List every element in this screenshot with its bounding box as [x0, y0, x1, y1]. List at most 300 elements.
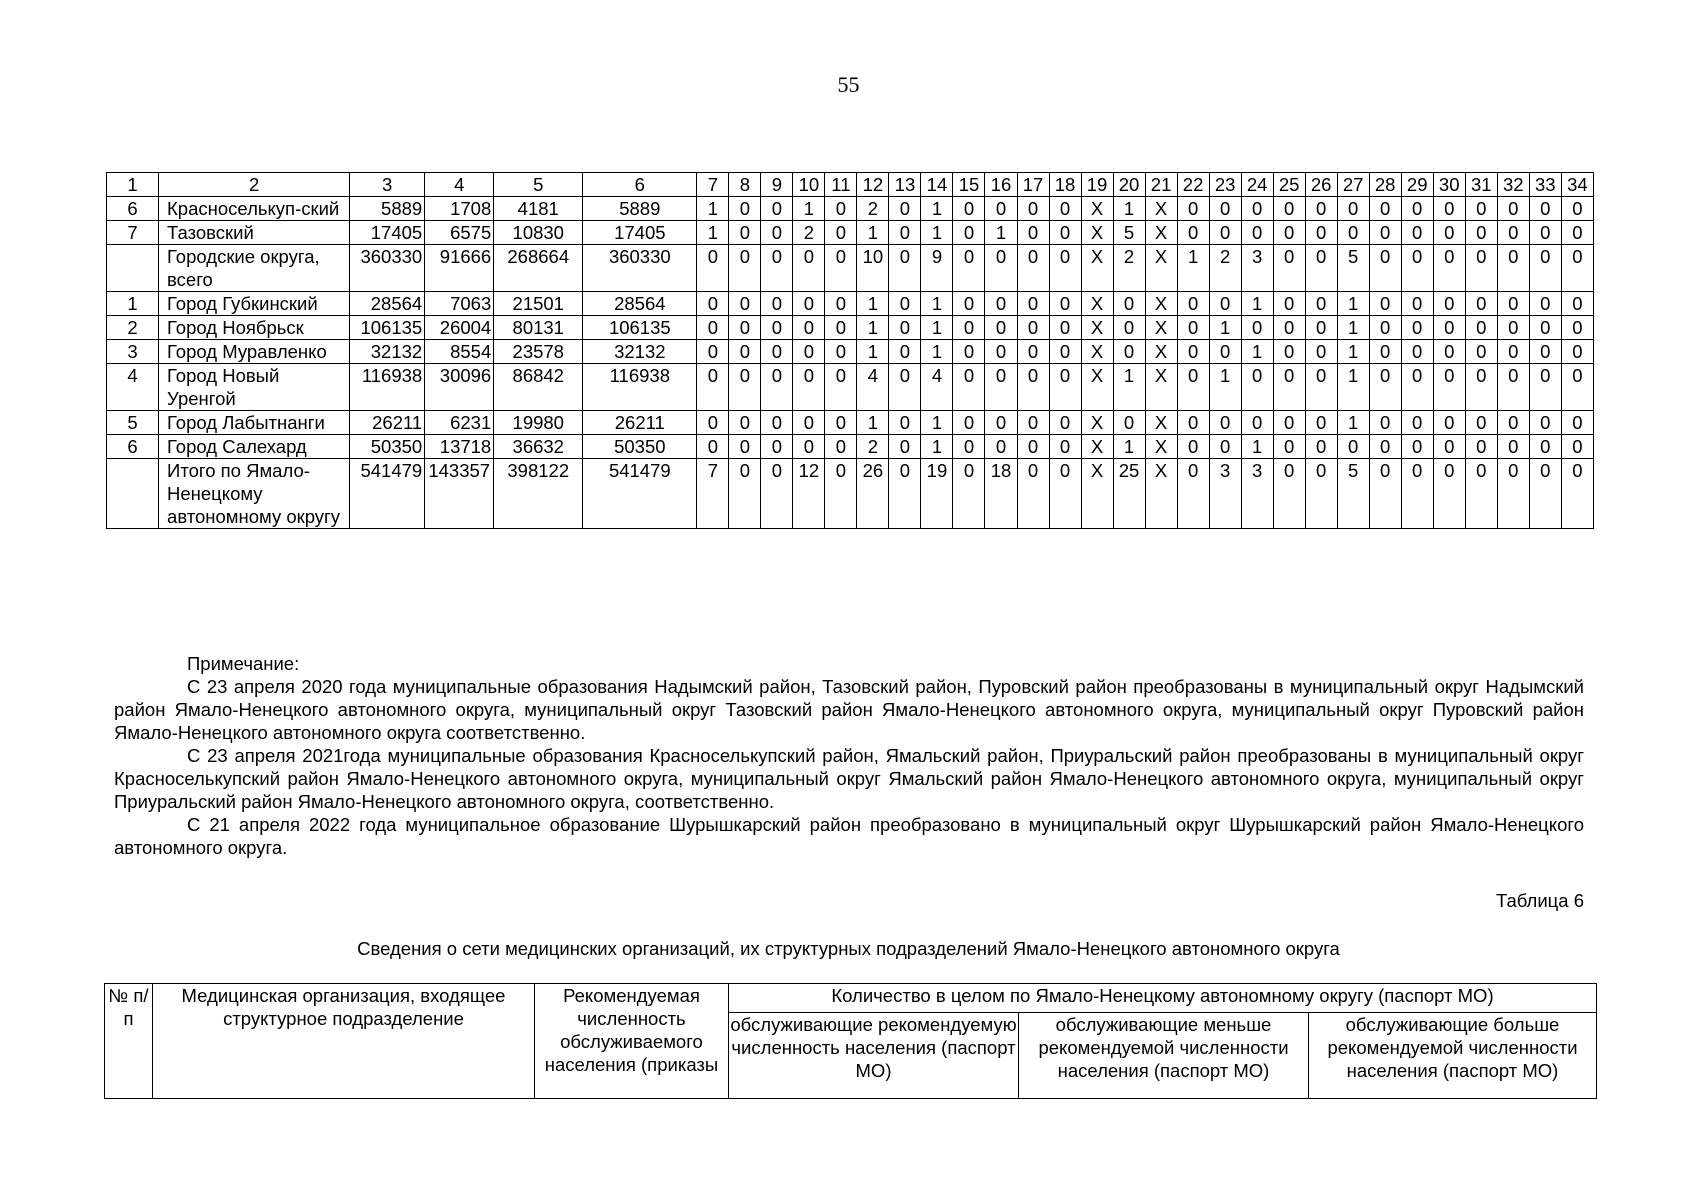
value-cell: 0: [1049, 340, 1081, 364]
value-cell: 0: [729, 340, 761, 364]
value-cell: 0: [1465, 316, 1497, 340]
population-cell: 10830: [494, 221, 583, 245]
population-cell: 23578: [494, 340, 583, 364]
population-cell: 50350: [350, 435, 425, 459]
value-cell: 1: [1113, 197, 1145, 221]
value-cell: 2: [793, 221, 825, 245]
value-cell: 0: [1369, 221, 1401, 245]
table-row: [107, 316, 1594, 340]
population-cell: 91666: [425, 245, 494, 292]
value-cell: 0: [761, 245, 793, 292]
value-cell: 1: [1337, 316, 1369, 340]
value-cell: 0: [1433, 435, 1465, 459]
column-number: 28: [1369, 173, 1401, 197]
value-cell: 0: [1273, 435, 1305, 459]
column-number-row: [107, 173, 1594, 197]
value-cell: 0: [729, 245, 761, 292]
population-cell: 26211: [350, 411, 425, 435]
value-cell: 0: [1209, 411, 1241, 435]
value-cell: 0: [1209, 340, 1241, 364]
row-number: 2: [107, 316, 159, 340]
value-cell: 2: [857, 197, 889, 221]
table-number-label: Таблица 6: [1496, 890, 1584, 911]
municipality-name: Город Новый Уренгой: [159, 364, 350, 411]
row-number: 1: [107, 292, 159, 316]
value-cell: 0: [1017, 292, 1049, 316]
population-cell: 7063: [425, 292, 494, 316]
population-cell: 5889: [583, 197, 697, 221]
value-cell: 0: [1369, 292, 1401, 316]
value-cell: 0: [1049, 197, 1081, 221]
value-cell: 0: [729, 459, 761, 529]
value-cell: 9: [921, 245, 953, 292]
column-number: 14: [921, 173, 953, 197]
value-cell: 0: [1401, 340, 1433, 364]
col-organization-header: Медицинская организация, входящее структурное подразделение: [153, 984, 535, 1099]
table-caption: Сведения о сети медицинских организаций, их структурных подразделений Ямало-Ненецкого автономного округа: [357, 938, 1340, 959]
column-number: 33: [1529, 173, 1561, 197]
value-cell: 0: [729, 435, 761, 459]
value-cell: 0: [793, 411, 825, 435]
value-cell: 0: [1305, 221, 1337, 245]
value-cell: 0: [953, 197, 985, 221]
value-cell: 0: [1177, 340, 1209, 364]
value-cell: 5: [1113, 221, 1145, 245]
col-number-header: № п/ п: [105, 984, 153, 1099]
value-cell: 0: [1049, 411, 1081, 435]
population-cell: 19980: [494, 411, 583, 435]
value-cell: 0: [1241, 411, 1273, 435]
value-cell: X: [1081, 459, 1113, 529]
value-cell: 2: [857, 435, 889, 459]
value-cell: 0: [1561, 292, 1593, 316]
value-cell: 0: [793, 364, 825, 411]
column-number: 32: [1497, 173, 1529, 197]
value-cell: 0: [953, 364, 985, 411]
value-cell: 0: [1337, 221, 1369, 245]
value-cell: 0: [697, 292, 729, 316]
value-cell: 0: [1465, 197, 1497, 221]
value-cell: 0: [1529, 292, 1561, 316]
value-cell: 1: [857, 292, 889, 316]
value-cell: 0: [761, 197, 793, 221]
column-number: 34: [1561, 173, 1593, 197]
value-cell: 1: [985, 221, 1017, 245]
statistics-table: [106, 172, 1594, 529]
value-cell: 0: [985, 340, 1017, 364]
population-cell: 106135: [583, 316, 697, 340]
value-cell: 0: [1401, 221, 1433, 245]
value-cell: 0: [1177, 364, 1209, 411]
value-cell: 0: [1049, 435, 1081, 459]
column-number: 3: [350, 173, 425, 197]
column-number: 6: [583, 173, 697, 197]
value-cell: 0: [1433, 459, 1465, 529]
value-cell: 0: [1561, 340, 1593, 364]
value-cell: 0: [1305, 245, 1337, 292]
value-cell: 0: [1561, 197, 1593, 221]
value-cell: 0: [1177, 316, 1209, 340]
value-cell: 0: [1017, 221, 1049, 245]
value-cell: 0: [793, 340, 825, 364]
value-cell: 0: [1241, 316, 1273, 340]
value-cell: 0: [1529, 197, 1561, 221]
value-cell: 0: [1369, 364, 1401, 411]
row-number: [107, 459, 159, 529]
value-cell: 18: [985, 459, 1017, 529]
value-cell: 1: [697, 221, 729, 245]
value-cell: 0: [1529, 411, 1561, 435]
value-cell: 1: [857, 316, 889, 340]
value-cell: 0: [1049, 292, 1081, 316]
value-cell: 0: [889, 197, 921, 221]
value-cell: 0: [697, 245, 729, 292]
value-cell: 0: [1049, 245, 1081, 292]
value-cell: 0: [1497, 292, 1529, 316]
value-cell: 0: [953, 411, 985, 435]
value-cell: 0: [1369, 411, 1401, 435]
value-cell: 0: [793, 316, 825, 340]
value-cell: 1: [921, 316, 953, 340]
table-row: [107, 459, 1594, 529]
column-number: 25: [1273, 173, 1305, 197]
value-cell: 3: [1241, 459, 1273, 529]
value-cell: 0: [953, 316, 985, 340]
value-cell: X: [1145, 245, 1177, 292]
value-cell: X: [1081, 364, 1113, 411]
value-cell: 1: [921, 411, 953, 435]
table-row: [107, 364, 1594, 411]
population-cell: 28564: [583, 292, 697, 316]
column-number: 19: [1081, 173, 1113, 197]
population-cell: 143357: [425, 459, 494, 529]
value-cell: 0: [1401, 459, 1433, 529]
value-cell: 1: [1113, 364, 1145, 411]
value-cell: 0: [697, 316, 729, 340]
column-number: 21: [1145, 173, 1177, 197]
population-cell: 32132: [350, 340, 425, 364]
population-cell: 28564: [350, 292, 425, 316]
value-cell: 0: [889, 340, 921, 364]
municipality-name: Город Муравленко: [159, 340, 350, 364]
value-cell: 0: [761, 221, 793, 245]
column-number: 15: [953, 173, 985, 197]
value-cell: 0: [1273, 459, 1305, 529]
value-cell: 0: [825, 316, 857, 340]
value-cell: 0: [1049, 221, 1081, 245]
value-cell: 0: [1529, 340, 1561, 364]
municipality-name: Красноселькуп-ский: [159, 197, 350, 221]
value-cell: 1: [921, 221, 953, 245]
col-total-header: Количество в целом по Ямало-Ненецкому автономному округу (паспорт МО): [729, 984, 1597, 1013]
value-cell: X: [1081, 411, 1113, 435]
col-recommended-header: Рекомендуемая численность обслуживаемого населения (приказы: [535, 984, 729, 1099]
value-cell: 0: [729, 221, 761, 245]
column-number: 20: [1113, 173, 1145, 197]
value-cell: 0: [697, 411, 729, 435]
column-number: 16: [985, 173, 1017, 197]
table-row: [107, 411, 1594, 435]
value-cell: 1: [921, 435, 953, 459]
notes-section: [114, 652, 1584, 859]
value-cell: 0: [1305, 316, 1337, 340]
value-cell: 0: [1017, 340, 1049, 364]
population-cell: 50350: [583, 435, 697, 459]
column-number: 7: [697, 173, 729, 197]
value-cell: 0: [825, 340, 857, 364]
value-cell: 0: [1337, 197, 1369, 221]
row-number: 4: [107, 364, 159, 411]
value-cell: 0: [1177, 221, 1209, 245]
value-cell: 0: [1561, 411, 1593, 435]
value-cell: 0: [953, 292, 985, 316]
value-cell: 0: [1017, 411, 1049, 435]
value-cell: 0: [889, 435, 921, 459]
value-cell: 0: [761, 316, 793, 340]
value-cell: 1: [1241, 435, 1273, 459]
value-cell: 1: [1209, 364, 1241, 411]
value-cell: 3: [1209, 459, 1241, 529]
value-cell: 0: [1305, 459, 1337, 529]
table-row: [107, 221, 1594, 245]
column-number: 13: [889, 173, 921, 197]
value-cell: X: [1081, 316, 1113, 340]
row-number: 7: [107, 221, 159, 245]
value-cell: 0: [1433, 245, 1465, 292]
value-cell: 0: [1337, 435, 1369, 459]
value-cell: 0: [1017, 245, 1049, 292]
municipality-name: Городские округа, всего: [159, 245, 350, 292]
value-cell: 0: [1177, 435, 1209, 459]
column-number: 22: [1177, 173, 1209, 197]
value-cell: 0: [1465, 340, 1497, 364]
value-cell: 1: [1337, 364, 1369, 411]
value-cell: X: [1081, 221, 1113, 245]
value-cell: 0: [985, 292, 1017, 316]
value-cell: 0: [985, 316, 1017, 340]
value-cell: 0: [1401, 364, 1433, 411]
value-cell: 0: [889, 221, 921, 245]
value-cell: 0: [761, 364, 793, 411]
value-cell: 0: [1017, 197, 1049, 221]
value-cell: X: [1145, 316, 1177, 340]
value-cell: 0: [1401, 292, 1433, 316]
column-number: 29: [1401, 173, 1433, 197]
population-cell: 26004: [425, 316, 494, 340]
population-cell: 21501: [494, 292, 583, 316]
value-cell: 0: [1369, 459, 1401, 529]
page-number: 55: [837, 72, 860, 97]
value-cell: 0: [889, 245, 921, 292]
value-cell: 0: [729, 364, 761, 411]
value-cell: 1: [1337, 340, 1369, 364]
column-number: 23: [1209, 173, 1241, 197]
population-cell: 5889: [350, 197, 425, 221]
value-cell: 0: [1433, 221, 1465, 245]
value-cell: 1: [1241, 292, 1273, 316]
value-cell: 0: [1273, 221, 1305, 245]
note-paragraph: С 21 апреля 2022 года муниципальное образование Шурышкарский район преобразовано в муниципальный округ Шурышкарский район Ямало-Ненецкого автономного округа.: [114, 814, 1584, 858]
value-cell: 0: [985, 197, 1017, 221]
municipality-name: Тазовский: [159, 221, 350, 245]
population-cell: 17405: [350, 221, 425, 245]
value-cell: 0: [1177, 197, 1209, 221]
population-cell: 360330: [583, 245, 697, 292]
municipality-name: Город Лабытнанги: [159, 411, 350, 435]
value-cell: 0: [1529, 459, 1561, 529]
column-number: 17: [1017, 173, 1049, 197]
value-cell: X: [1081, 292, 1113, 316]
value-cell: 0: [1273, 197, 1305, 221]
value-cell: 0: [1113, 316, 1145, 340]
value-cell: 0: [1241, 221, 1273, 245]
value-cell: X: [1145, 364, 1177, 411]
value-cell: 0: [697, 364, 729, 411]
value-cell: 0: [1465, 411, 1497, 435]
value-cell: 0: [1401, 197, 1433, 221]
value-cell: 0: [985, 245, 1017, 292]
table-row: [107, 340, 1594, 364]
value-cell: X: [1145, 197, 1177, 221]
value-cell: 0: [1017, 459, 1049, 529]
value-cell: 5: [1337, 245, 1369, 292]
value-cell: 0: [1529, 316, 1561, 340]
value-cell: 0: [889, 411, 921, 435]
population-cell: 116938: [350, 364, 425, 411]
value-cell: 0: [1273, 292, 1305, 316]
value-cell: 0: [1497, 340, 1529, 364]
value-cell: 0: [825, 435, 857, 459]
row-number: 3: [107, 340, 159, 364]
value-cell: X: [1081, 245, 1113, 292]
value-cell: 2: [1209, 245, 1241, 292]
value-cell: 0: [1273, 364, 1305, 411]
value-cell: 0: [1305, 197, 1337, 221]
population-cell: 1708: [425, 197, 494, 221]
value-cell: X: [1145, 411, 1177, 435]
value-cell: 3: [1241, 245, 1273, 292]
value-cell: 0: [1561, 316, 1593, 340]
value-cell: 0: [1209, 197, 1241, 221]
value-cell: 19: [921, 459, 953, 529]
value-cell: 0: [1497, 435, 1529, 459]
value-cell: 0: [889, 316, 921, 340]
column-number: 24: [1241, 173, 1273, 197]
value-cell: 0: [1305, 340, 1337, 364]
value-cell: 0: [1561, 364, 1593, 411]
value-cell: 5: [1337, 459, 1369, 529]
column-number: 26: [1305, 173, 1337, 197]
value-cell: 4: [921, 364, 953, 411]
population-cell: 26211: [583, 411, 697, 435]
value-cell: X: [1081, 340, 1113, 364]
population-cell: 6575: [425, 221, 494, 245]
value-cell: 0: [1369, 316, 1401, 340]
population-cell: 80131: [494, 316, 583, 340]
value-cell: 0: [1433, 340, 1465, 364]
value-cell: 0: [793, 245, 825, 292]
column-number: 10: [793, 173, 825, 197]
column-number: 11: [825, 173, 857, 197]
value-cell: 0: [1465, 435, 1497, 459]
value-cell: X: [1081, 435, 1113, 459]
value-cell: 0: [1561, 245, 1593, 292]
value-cell: 0: [729, 411, 761, 435]
value-cell: 0: [825, 292, 857, 316]
value-cell: 0: [1465, 221, 1497, 245]
value-cell: 0: [825, 364, 857, 411]
notes-label: Примечание:: [187, 653, 300, 674]
value-cell: 0: [1113, 292, 1145, 316]
column-number: 9: [761, 173, 793, 197]
value-cell: 0: [1017, 364, 1049, 411]
value-cell: 0: [1305, 411, 1337, 435]
value-cell: 0: [953, 459, 985, 529]
population-cell: 541479: [583, 459, 697, 529]
value-cell: 0: [761, 435, 793, 459]
value-cell: 0: [1401, 245, 1433, 292]
value-cell: 0: [1561, 221, 1593, 245]
sub-header-equal: обслуживающие рекомендуемую численность населения (паспорт МО): [729, 1013, 1019, 1099]
value-cell: 1: [793, 197, 825, 221]
value-cell: 4: [857, 364, 889, 411]
value-cell: 25: [1113, 459, 1145, 529]
value-cell: 0: [1049, 459, 1081, 529]
value-cell: 0: [1561, 459, 1593, 529]
column-number: 27: [1337, 173, 1369, 197]
municipality-name: Итого по Ямало-Ненецкому автономному округу: [159, 459, 350, 529]
value-cell: 0: [953, 340, 985, 364]
value-cell: 0: [985, 435, 1017, 459]
value-cell: 0: [1177, 292, 1209, 316]
population-cell: 8554: [425, 340, 494, 364]
value-cell: 0: [953, 245, 985, 292]
column-number: 2: [159, 173, 350, 197]
municipality-name: Город Салехард: [159, 435, 350, 459]
value-cell: 0: [1497, 364, 1529, 411]
value-cell: 0: [1305, 435, 1337, 459]
value-cell: 0: [1273, 411, 1305, 435]
value-cell: 1: [1337, 292, 1369, 316]
value-cell: 0: [1305, 364, 1337, 411]
value-cell: 0: [1209, 221, 1241, 245]
value-cell: X: [1145, 292, 1177, 316]
value-cell: 0: [1433, 411, 1465, 435]
municipality-name: Город Губкинский: [159, 292, 350, 316]
value-cell: 1: [857, 221, 889, 245]
value-cell: 1: [921, 197, 953, 221]
value-cell: 0: [761, 340, 793, 364]
population-cell: 32132: [583, 340, 697, 364]
value-cell: 0: [953, 221, 985, 245]
sub-header-more: обслуживающие больше рекомендуемой численности населения (паспорт МО): [1309, 1013, 1597, 1099]
value-cell: 1: [1209, 316, 1241, 340]
value-cell: 7: [697, 459, 729, 529]
value-cell: 0: [1209, 292, 1241, 316]
value-cell: 0: [825, 459, 857, 529]
value-cell: 0: [1529, 435, 1561, 459]
value-cell: 0: [1209, 435, 1241, 459]
value-cell: 0: [1401, 411, 1433, 435]
value-cell: 0: [1497, 459, 1529, 529]
value-cell: X: [1081, 197, 1113, 221]
population-cell: 13718: [425, 435, 494, 459]
sub-header-less: обслуживающие меньше рекомендуемой численности населения (паспорт МО): [1019, 1013, 1309, 1099]
value-cell: 0: [1113, 411, 1145, 435]
column-number: 8: [729, 173, 761, 197]
population-cell: 36632: [494, 435, 583, 459]
value-cell: 0: [1465, 292, 1497, 316]
